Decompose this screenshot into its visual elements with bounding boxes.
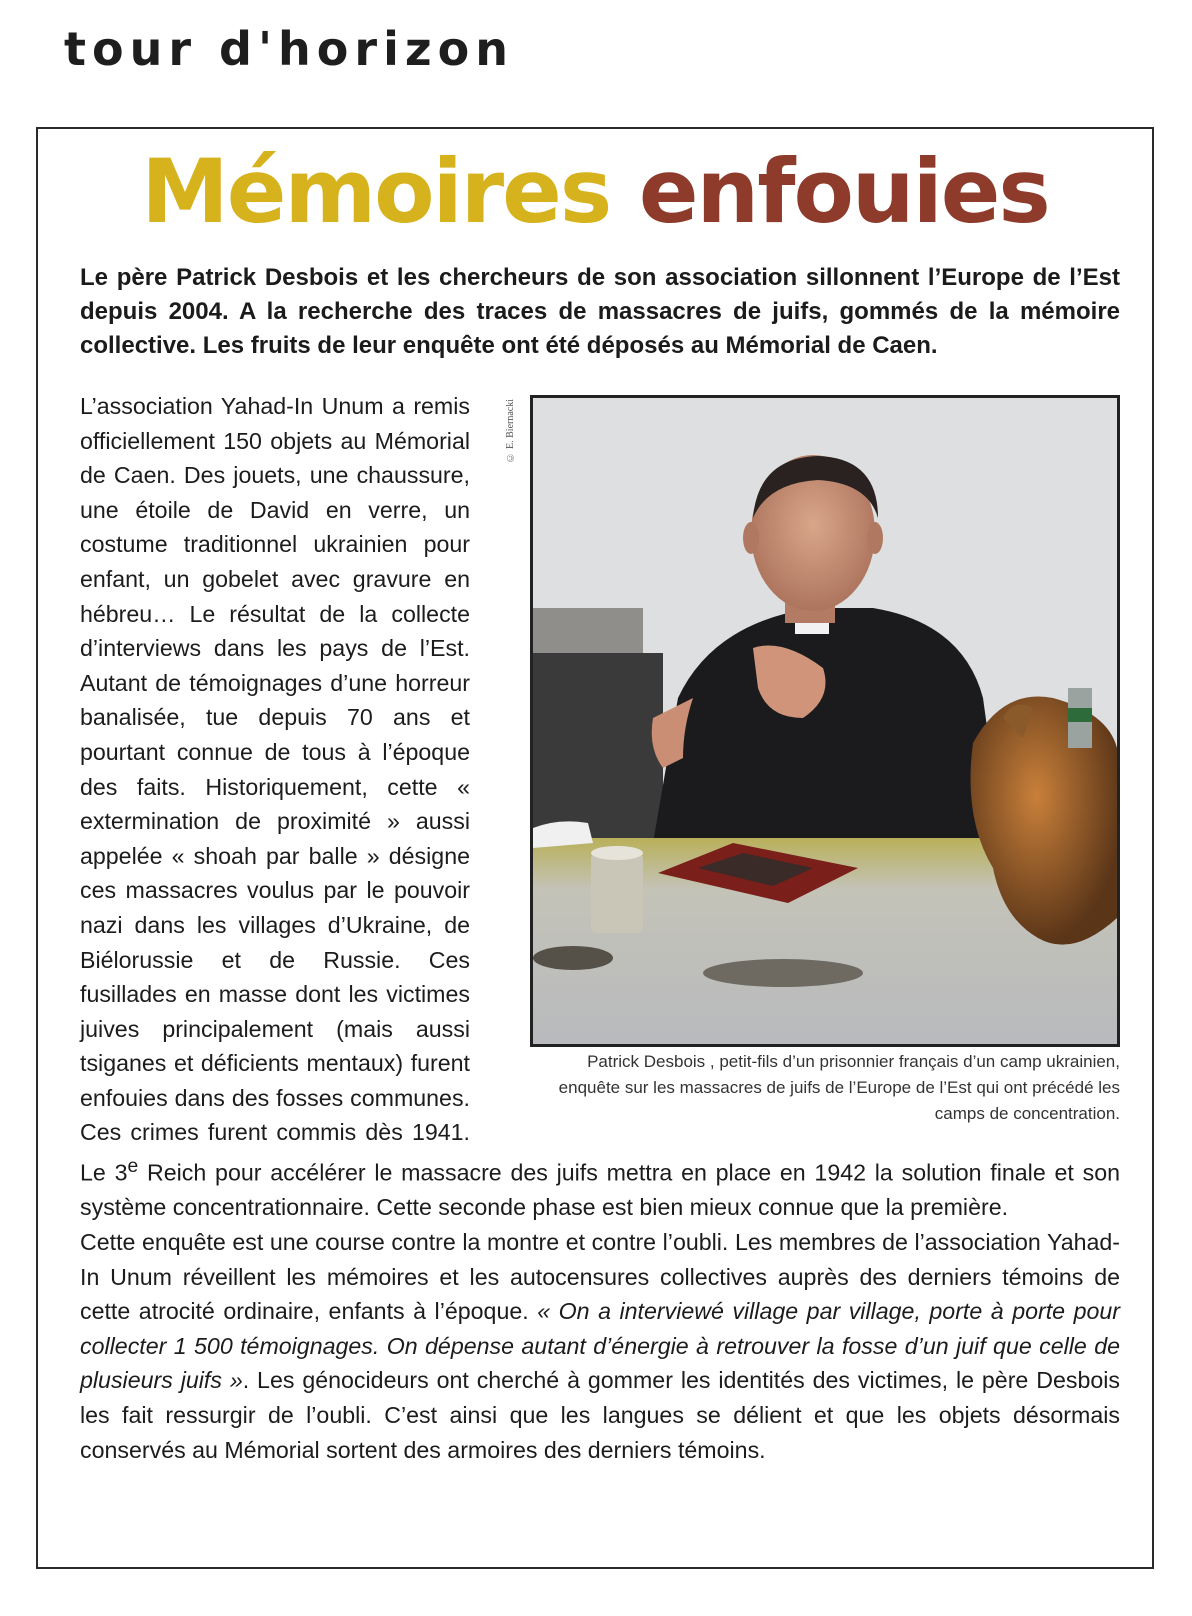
priest-photo-illustration bbox=[533, 398, 1117, 1044]
photo-caption: Patrick Desbois , petit-fils d’un prisonnier français d’un camp ukrainien, enquête sur les massacres de juifs de l’Europe de l’Est qui ont précédé les camps de concentration. bbox=[558, 1052, 1120, 1123]
section-title: tour d'horizon bbox=[64, 22, 514, 76]
paragraph-1-text-b: Reich pour accélérer le massacre des juifs mettra en place en 1942 la solution finale et son système concentrationnaire. Cette seconde phase est bien mieux connue que la première. bbox=[80, 1159, 1120, 1221]
article-body bbox=[80, 389, 1120, 1467]
paragraph-1-text-a: L’association Yahad-In Unum a remis officiellement 150 objets au Mémorial de Caen. Des jouets, une chaussure, une étoile de David en verre, un costume traditionnel ukrainien pour enfant, un gobelet avec gravure en hébreu… Le résultat de la collecte d’interviews dans les pays de l’Est. Autant de témoignages d’une horreur banalisée, tue depuis 70 ans et pourtant connue de tous à l’époque des faits. Historiquement, cette « extermination de proximité » aussi appelée « shoah par balle » désigne ces massacres voulus par le pouvoir nazi dans les villages d’Ukraine, de Biélorussie et de Russie. Ces fusillades en masse dont les victimes juives principalement (mais aussi tsiganes et déficients mentaux) furent enfouies dans des fosses communes. Ces crimes furent commis dès 1941. Le 3 bbox=[80, 393, 470, 1186]
paragraph-2-quote: « On a interviewé village par village, porte à porte pour collecter 1 500 témoignages. On dépense autant d’énergie à retrouver la fosse d’un juif que celle de plusieurs juifs » bbox=[80, 1298, 1120, 1394]
photo-figure bbox=[490, 389, 1120, 1131]
article-paragraph-2 bbox=[80, 1225, 1120, 1467]
paragraph-2-text-b: . Les génocideurs ont cherché à gommer les identités des victimes, le père Desbois les fait ressurgir de l’oubli. C’est ainsi que les langues se délient et que les objets désormais conservés au Mémorial sortent des armoires des derniers témoins. bbox=[80, 1367, 1120, 1463]
headline-word-1: Mémoires bbox=[141, 140, 611, 243]
article-headline bbox=[38, 137, 1152, 247]
portrait-photo bbox=[530, 395, 1120, 1047]
photo-credit: © E. Biernacki bbox=[505, 399, 516, 463]
article-lede: Le père Patrick Desbois et les chercheurs de son association sillonnent l’Europe de l’Est depuis 2004. A la recherche des traces de massacres de juifs, gommés de la mémoire collective. Les fruits de leur enquête ont été déposés au Mémorial de Caen. bbox=[80, 264, 1120, 359]
article-frame bbox=[36, 127, 1154, 1569]
paragraph-1-superscript: e bbox=[127, 1156, 139, 1178]
paragraph-2-text-a: Cette enquête est une course contre la montre et contre l’oubli. Les membres de l’association Yahad-In Unum réveillent les mémoires et les autocensures collectives auprès des derniers témoins de cette atrocité ordinaire, enfants à l’époque. bbox=[80, 1228, 1120, 1325]
headline-word-2: enfouies bbox=[638, 140, 1049, 243]
